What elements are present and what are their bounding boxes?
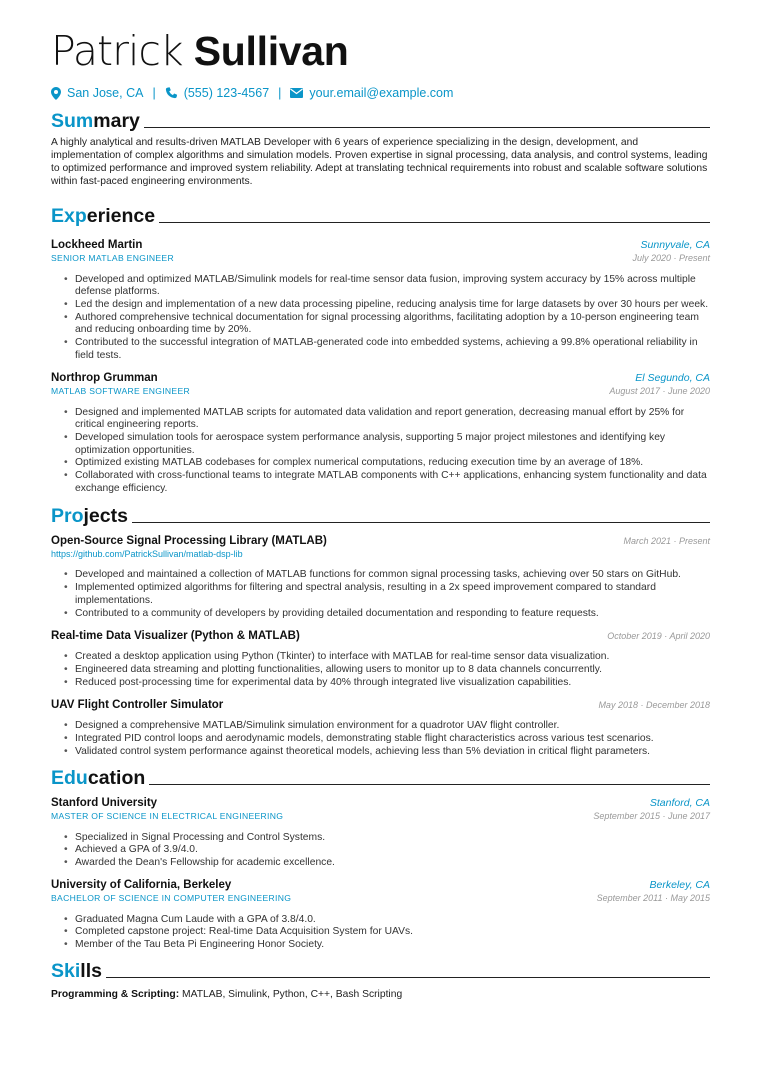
skills-label: Programming & Scripting: [51, 988, 180, 1000]
skills-section-header [51, 958, 710, 982]
summary-section-header [51, 108, 710, 132]
section-title: Education [51, 766, 146, 789]
skills-value: MATLAB, Simulink, Python, C++, Bash Scripting [182, 988, 403, 1000]
experience-entry [51, 372, 710, 496]
project-dates: October 2019 · April 2020 [607, 631, 710, 642]
list-item: • Graduated Magna Cum Laude with a GPA of 3.8/4.0. [75, 914, 710, 927]
contact-separator: | [278, 86, 282, 100]
job-dates: August 2017 · June 2020 [609, 385, 710, 396]
project-entry [51, 699, 710, 758]
job-location: Sunnyvale, CA [640, 238, 710, 251]
location-text: San Jose, CA [67, 86, 144, 100]
project-dates: March 2021 · Present [623, 536, 710, 547]
contact-location [51, 86, 143, 100]
projects-section-header [51, 503, 710, 527]
list-item: • Contributed to a community of developers by providing detailed documentation and responding to feature requests. [75, 608, 710, 621]
education-bullets [51, 914, 710, 952]
section-title: Summary [51, 110, 140, 132]
contact-bar [51, 84, 710, 102]
job-bullets [51, 274, 710, 363]
project-bullets [51, 651, 710, 689]
section-divider [144, 127, 710, 128]
envelope-icon [290, 88, 303, 98]
list-item: • Member of the Tau Beta Pi Engineering Honor Society. [75, 939, 710, 952]
project-entry [51, 535, 710, 620]
project-entry [51, 630, 710, 689]
education-entry [51, 879, 710, 952]
list-item: • Contributed to the successful integration of MATLAB-generated code into embedded systems, achieving a 99.8% operational reliability in field tests. [75, 337, 710, 362]
company-name: Lockheed Martin [51, 238, 143, 251]
project-name: Open-Source Signal Processing Library (MATLAB) [51, 535, 327, 548]
list-item: • Reduced post-processing time for experimental data by 40% through integrated live visualization capabilities. [75, 677, 710, 690]
project-name: Real-time Data Visualizer (Python & MATLAB) [51, 630, 300, 643]
candidate-name [51, 26, 710, 76]
job-role: MATLAB SOFTWARE ENGINEER [51, 385, 190, 396]
list-item: • Designed and implemented MATLAB scripts for automated data validation and report generation, decreasing manual effort by 25% for critical engineering reports. [75, 407, 710, 432]
school-dates: September 2011 · May 2015 [596, 892, 710, 903]
phone-icon [165, 87, 178, 100]
project-link[interactable]: https://github.com/PatrickSullivan/matlab-dsp-lib [51, 549, 243, 560]
section-title: Projects [51, 505, 128, 528]
job-dates: July 2020 · Present [632, 252, 710, 263]
degree: MASTER OF SCIENCE IN ELECTRICAL ENGINEERING [51, 810, 284, 821]
degree: BACHELOR OF SCIENCE IN COMPUTER ENGINEERING [51, 892, 292, 903]
list-item: • Completed capstone project: Real-time Data Acquisition System for UAVs. [75, 926, 710, 939]
list-item: • Authored comprehensive technical documentation for signal processing algorithms, facilitating adoption by a 10-person engineering team and reducing onboarding time by 20%. [75, 312, 710, 337]
school-name: University of California, Berkeley [51, 878, 232, 891]
email-link: your.email@example.com [309, 86, 454, 100]
contact-phone[interactable] [165, 86, 269, 100]
experience-section-header [51, 203, 710, 227]
education-entry [51, 797, 710, 870]
contact-email[interactable] [290, 86, 453, 100]
section-divider [159, 222, 710, 223]
contact-separator: | [152, 86, 156, 100]
skills-row [51, 989, 710, 1000]
phone-text: (555) 123-4567 [183, 86, 270, 100]
school-name: Stanford University [51, 796, 158, 809]
project-bullets [51, 569, 710, 620]
project-dates: May 2018 · December 2018 [598, 700, 710, 711]
section-title: Experience [51, 204, 156, 227]
list-item: • Validated control system performance against theoretical models, achieving less than 5% deviation in critical flight parameters. [75, 746, 710, 759]
summary-text: A highly analytical and results-driven MATLAB Developer with 6 years of experience specializing in the design, development, and implementation of complex algorithms and simulation models. Proven expertise in signal processing, data analysis, and control systems, leading to optimized performance and improved system reliability. Adept at translating technical requirements into robust and scalable software solutions within fast-paced engineering environments. [51, 137, 708, 187]
education-section-header [51, 765, 710, 789]
job-role: SENIOR MATLAB ENGINEER [51, 252, 174, 263]
list-item: • Implemented optimized algorithms for filtering and spectral analysis, resulting in a 2x speed improvement compared to standard implementations. [75, 582, 710, 607]
list-item: • Created a desktop application using Python (Tkinter) to interface with MATLAB for real-time sensor data visualization. [75, 651, 710, 664]
company-name: Northrop Grumman [51, 371, 158, 384]
list-item: • Led the design and implementation of a new data processing pipeline, reducing analysis time for large datasets by over 30 hours per week. [75, 299, 710, 312]
school-location: Stanford, CA [649, 796, 710, 809]
education-bullets [51, 832, 710, 870]
first-name: Patrick [51, 27, 183, 75]
experience-entry [51, 239, 710, 363]
school-dates: September 2015 · June 2017 [593, 810, 710, 821]
section-title: Skills [51, 959, 102, 982]
section-divider [132, 522, 710, 523]
list-item: • Developed and maintained a collection of MATLAB functions for common signal processing tasks, achieving over 50 stars on GitHub. [75, 569, 710, 582]
job-location: El Segundo, CA [635, 371, 710, 384]
list-item: • Collaborated with cross-functional teams to integrate MATLAB components with C++ applications, enhancing system functionality and data exchange efficiency. [75, 470, 710, 495]
list-item: • Developed and optimized MATLAB/Simulink models for real-time sensor data fusion, improving system accuracy by 15% across multiple defense platforms. [75, 274, 710, 299]
list-item: • Specialized in Signal Processing and Control Systems. [75, 832, 710, 845]
map-marker-icon [51, 87, 61, 100]
project-bullets [51, 720, 710, 758]
project-name: UAV Flight Controller Simulator [51, 699, 224, 712]
list-item: • Developed simulation tools for aerospace system performance analysis, supporting 5 major project milestones and identifying key optimization opportunities. [75, 432, 710, 457]
section-divider [149, 784, 710, 785]
list-item: • Optimized existing MATLAB codebases for complex numerical computations, reducing execution time by an average of 18%. [75, 457, 710, 470]
school-location: Berkeley, CA [649, 878, 710, 891]
list-item: • Integrated PID control loops and aerodynamic models, demonstrating stable flight characteristics across various test scenarios. [75, 733, 710, 746]
list-item: • Achieved a GPA of 3.9/4.0. [75, 844, 710, 857]
list-item: • Designed a comprehensive MATLAB/Simulink simulation environment for a quadrotor UAV flight controller. [75, 720, 710, 733]
section-divider [106, 977, 710, 978]
list-item: • Awarded the Dean's Fellowship for academic excellence. [75, 857, 710, 870]
job-bullets [51, 407, 710, 496]
last-name: Sullivan [193, 28, 349, 74]
list-item: • Engineered data streaming and plotting functionalities, allowing users to monitor up to 8 data channels concurrently. [75, 664, 710, 677]
